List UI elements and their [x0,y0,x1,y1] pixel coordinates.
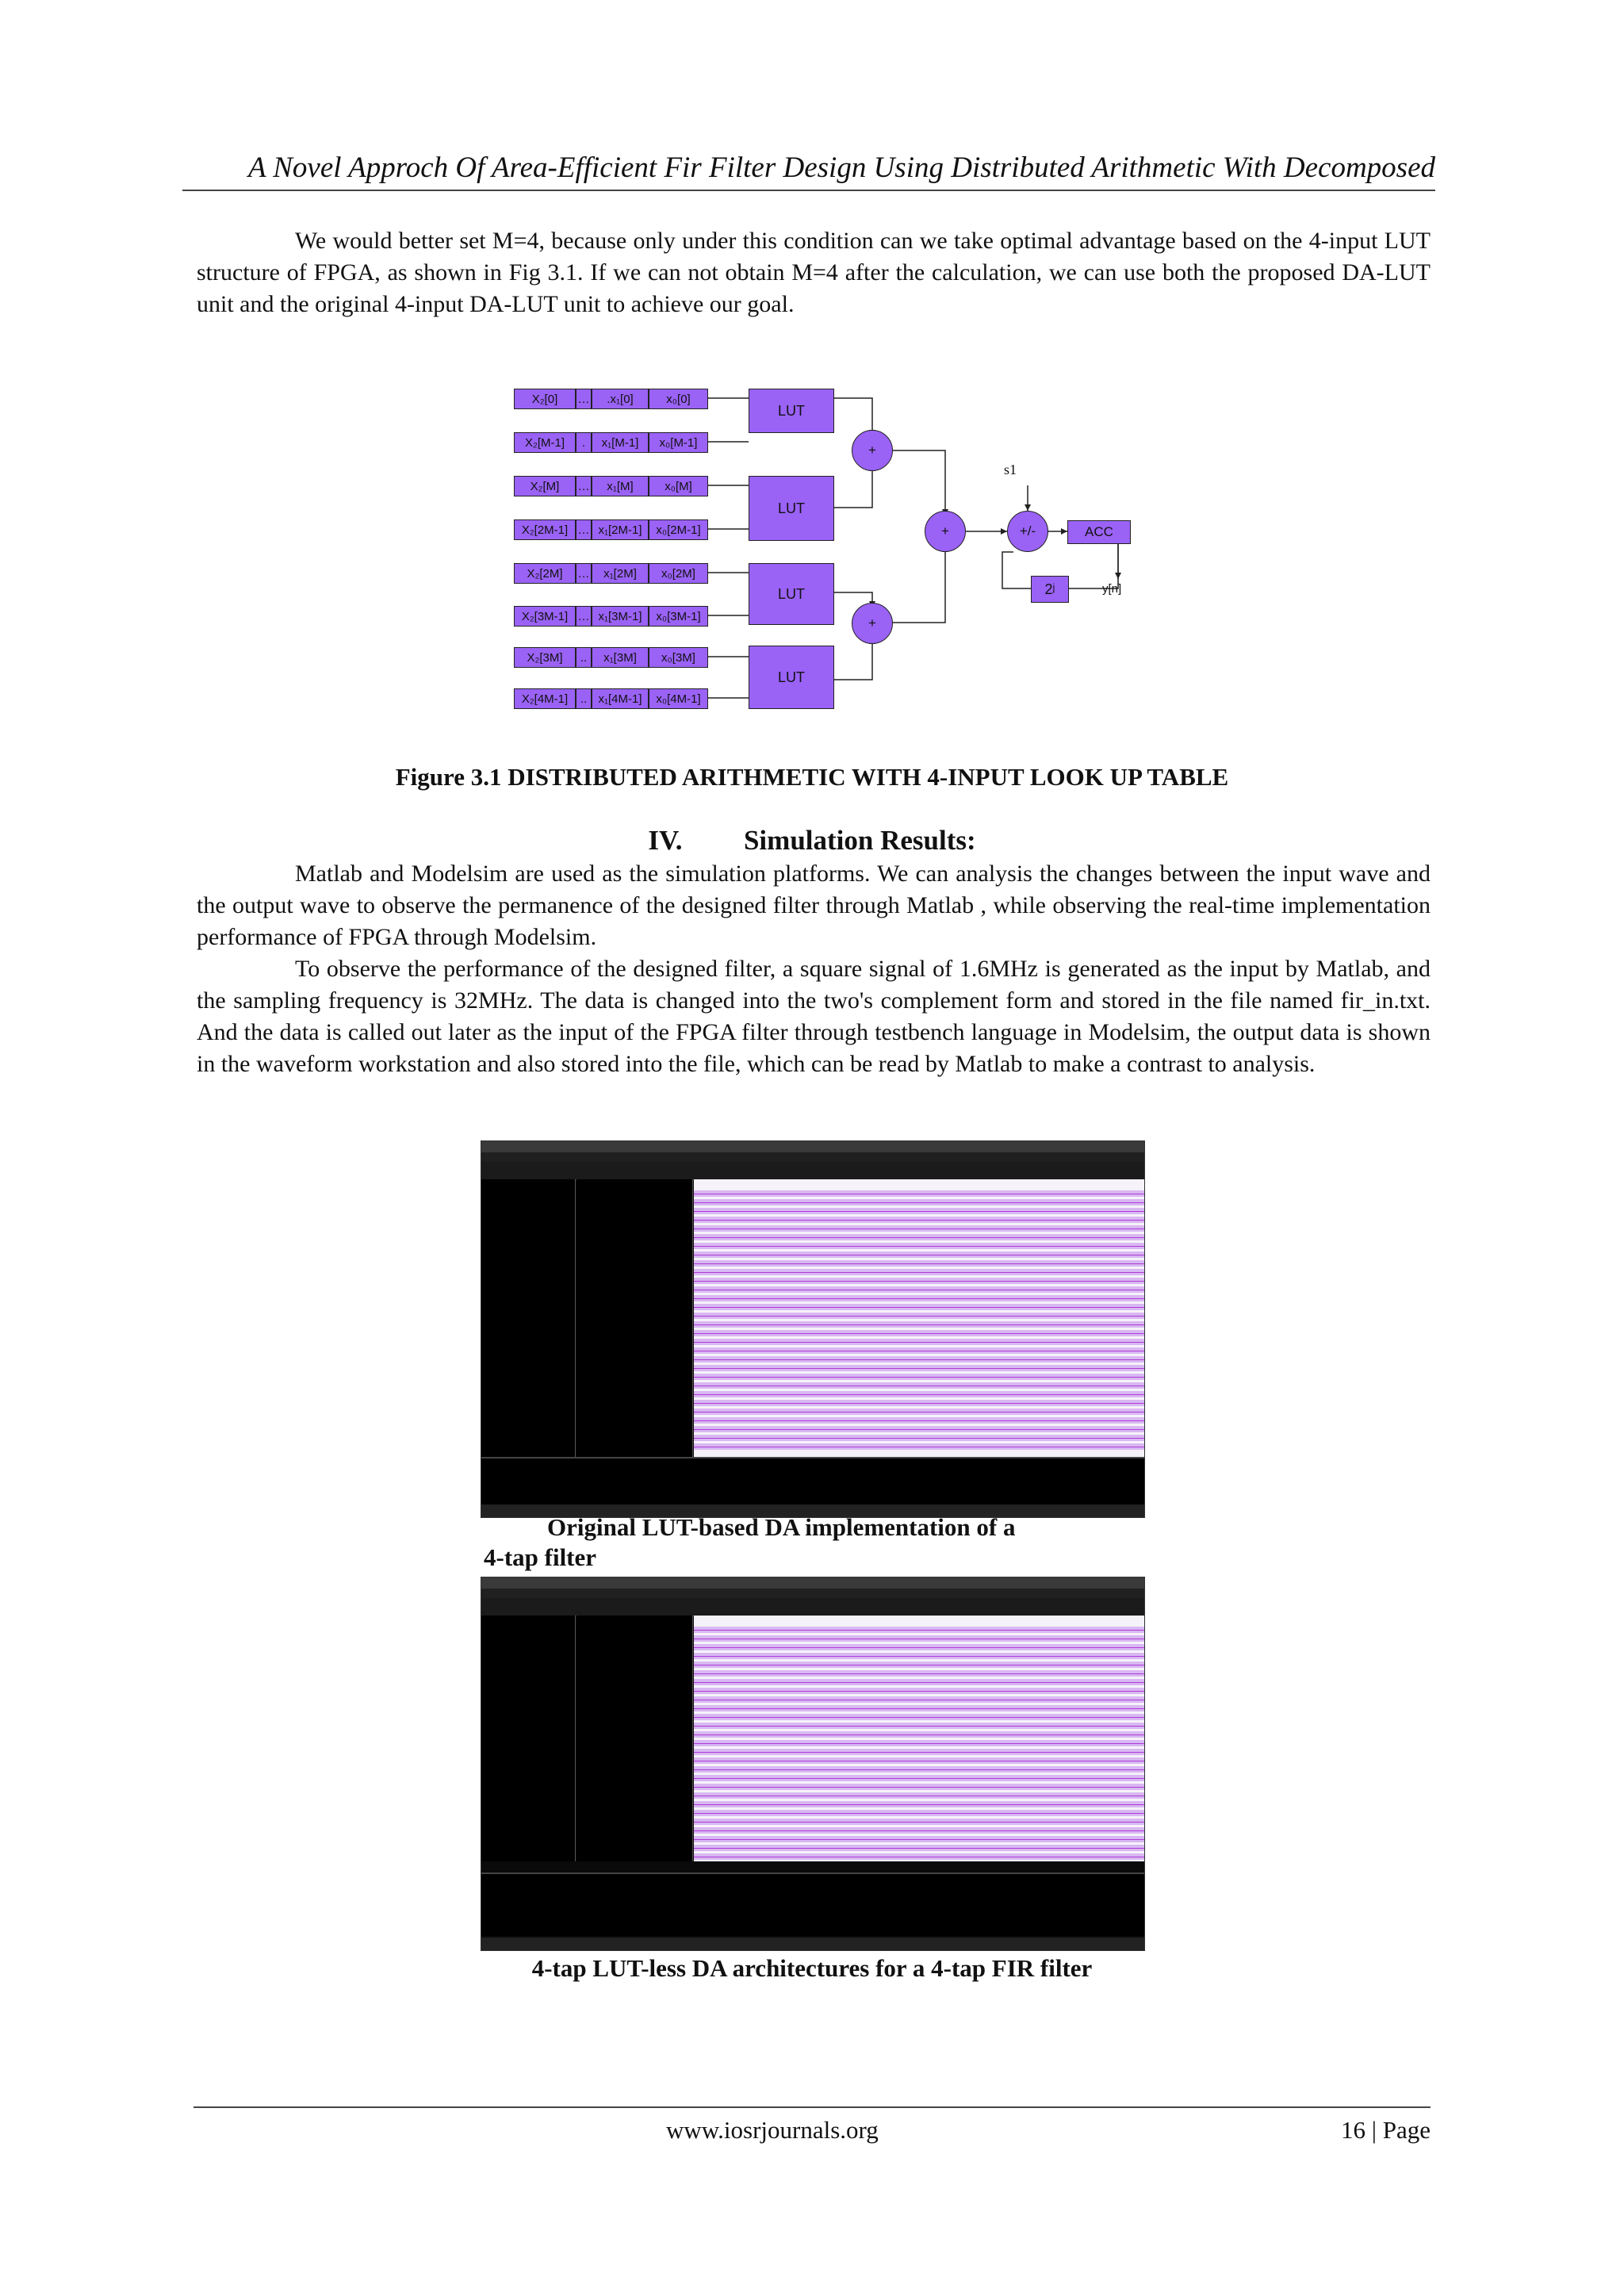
input-bit-cell: x₀[4M-1] [649,688,708,709]
signal-values-pane [664,1616,693,1861]
lut-block-3: LUT [749,563,834,625]
section-number: IV. [648,825,683,856]
running-header: A Novel Approch Of Area-Efficient Fir Filter Design Using Distributed Arithmetic With Decomposed [182,151,1435,191]
input-bit-cell: x₁[3M-1] [592,606,649,627]
modelsim-screenshot-lutless [481,1577,1145,1951]
transcript-console [481,1457,1144,1504]
waveform-traces [694,1179,1144,1457]
input-bit-cell: X₂[2M-1] [514,519,576,540]
signal-names-pane [576,1179,665,1457]
input-bit-cell: x₀[M-1] [649,432,708,453]
input-bit-cell: x₀[2M] [649,563,708,584]
adder-1: + [852,430,893,471]
screenshot-toolbar [481,1598,1144,1616]
input-bit-cell: X₂[M] [514,476,576,496]
adder-2: + [852,603,893,644]
screenshot1-caption-line2: 4-tap filter [484,1543,597,1571]
paragraph-square-signal: To observe the performance of the designed filter, a square signal of 1.6MHz is generated as the input by Matlab, and the sampling frequency is 32MHz. The data is changed into the two's complement form and stored in the file named fir_in.txt. And the data is called out later as the input of the FPGA filter through testbench language in Modelsim, the output data is shown in the waveform workstation and also stored into the file, which can be read by Matlab to make a contrast to analysis. [197,956,1431,1077]
da-lut-diagram [514,389,1132,714]
paragraph-m-equals-4: We would better set M=4, because only under this condition can we take optimal advantage based on the 4-input LUT structure of FPGA, as shown in Fig 3.1. If we can not obtain M=4 after the calculation, we can use both the proposed DA-LUT unit and the original 4-input DA-LUT unit to achieve our goal. [197,228,1431,317]
footer-website: www.iosrjournals.org [666,2116,879,2144]
figure-caption: Figure 3.1 DISTRIBUTED ARITHMETIC WITH 4-INPUT LOOK UP TABLE [395,763,1229,791]
workspace-pane [481,1616,576,1861]
input-bit-cell: .x₁[0] [592,389,649,409]
signal-names-pane [576,1616,665,1861]
output-label: y[n] [1102,582,1122,596]
screenshot-taskbar [481,1938,1144,1950]
screenshot1-caption-line1: Original LUT-based DA implementation of a [547,1513,1016,1541]
input-bit-cell: x₁[M-1] [592,432,649,453]
input-bit-cell: X₂[3M] [514,647,576,668]
footer-page-number: 16 | Page [1341,2116,1431,2144]
input-bit-cell: … [576,389,592,409]
input-bit-cell: x₀[3M-1] [649,606,708,627]
input-bit-cell: X₂[M-1] [514,432,576,453]
adder-3: + [925,511,966,552]
lut-block-2: LUT [749,476,834,541]
add-subtract: +/- [1007,511,1048,552]
input-bit-cell: x₁[2M] [592,563,649,584]
lut-block-4: LUT [749,646,834,709]
lut-block-1: LUT [749,389,834,433]
input-bit-cell: X₂[2M] [514,563,576,584]
waveform-pane [694,1179,1144,1457]
input-bit-cell: … [576,563,592,584]
input-bit-cell: x₁[2M-1] [592,519,649,540]
input-bit-cell: X₂[3M-1] [514,606,576,627]
waveform-pane [694,1616,1144,1861]
footer-rule [193,2106,1431,2108]
screenshot-menubar [481,1589,1144,1598]
screenshot-titlebar [481,1141,1144,1152]
input-bit-cell: … [576,519,592,540]
waveform-traces [694,1616,1144,1861]
transcript-console [481,1872,1144,1936]
input-bit-cell: x₀[3M] [649,647,708,668]
input-bit-cell: x₁[4M-1] [592,688,649,709]
input-bit-cell: X₂[0] [514,389,576,409]
input-bit-cell: x₁[3M] [592,647,649,668]
input-bit-cell: x₀[M] [649,476,708,496]
input-bit-cell: … [576,606,592,627]
signal-values-pane [664,1179,693,1457]
input-bit-cell: .. [576,688,592,709]
input-bit-cell: … [576,476,592,496]
input-bit-cell: x₀[0] [649,389,708,409]
accumulator: ACC [1067,520,1131,544]
s1-label: s1 [1004,462,1017,477]
paragraph-platforms: Matlab and Modelsim are used as the simulation platforms. We can analysis the changes between the input wave and the output wave to observe the permanence of the designed filter through Matlab , while observing the real-time implementation performance of FPGA through Modelsim. [197,861,1431,950]
screenshot2-caption: 4-tap LUT-less DA architectures for a 4-tap FIR filter [531,1954,1093,1982]
screenshot-titlebar [481,1577,1144,1589]
input-bit-cell: x₀[2M-1] [649,519,708,540]
screenshot-toolbar [481,1162,1144,1180]
input-bit-cell: X₂[4M-1] [514,688,576,709]
input-bit-cell: .. [576,647,592,668]
input-bit-cell: x₁[M] [592,476,649,496]
screenshot-menubar [481,1152,1144,1162]
section-heading [0,825,1624,857]
section-title: Simulation Results: [743,825,976,856]
input-bit-cell: . [576,432,592,453]
modelsim-screenshot-lut [481,1140,1145,1518]
shift-block: 2ʲ [1031,576,1069,603]
workspace-pane [481,1179,576,1457]
